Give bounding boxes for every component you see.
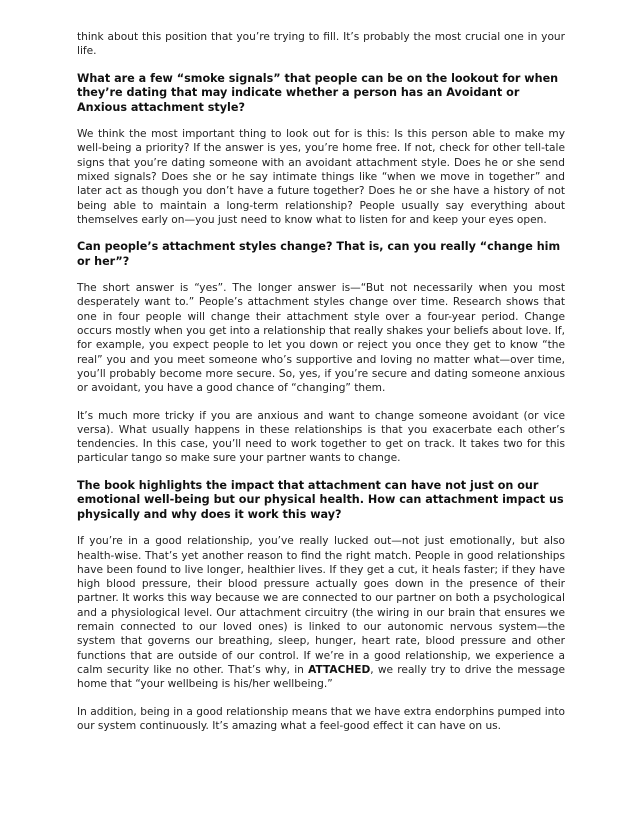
answer-physical-impact bbox=[77, 534, 565, 691]
question-smoke-signals: What are a few “smoke signals” that people can be on the lookout for when they’re dating that may indicate whether a person has an Avoidant or Anxious attachment style? bbox=[77, 71, 559, 114]
question-physical-impact: The book highlights the impact that attachment can have not just on our emotional well-being but our physical health. How can attachment impact us physically and why does it work this way? bbox=[77, 478, 564, 521]
paragraph-endorphins: In addition, being in a good relationship means that we have extra endorphins pumped into our system continuously. It’s amazing what a feel-good effect it can have on us. bbox=[77, 705, 565, 732]
document-page bbox=[77, 30, 565, 746]
answer-smoke-signals: We think the most important thing to look out for is this: Is this person able to make my well-being a priority? If the answer is yes, you’re home free. If not, check for other tell-tale signs that you’re dating someone with an avoidant attachment style. Does he or she send mixed signals? Does she or he say intimate things like “when we move in together” and later act as though you don’t have a future together? Does he or she have a history of not being able to maintain a long-term relationship? People usually say everything about themselves early on—you just need to know what to listen for and keep your eyes open. bbox=[77, 128, 565, 226]
answer-physical-impact-text: If you’re in a good relationship, you’ve really lucked out—not just emotionally, but also health-wise. That’s yet another reason to find the right match. People in good relationships have been found to live longer, healthier lives. If they get a cut, it heals faster; if they have high blood pressure, their blood pressure actually goes down in the presence of their partner. It works this way because we are connected to our partner on both a psychological and a physiological level. Our attachment circuitry (the wiring in our brain that ensures we remain connected to our loved ones) is linked to our autonomic nervous system—the system that governs our breathing, sleep, hunger, heart rate, blood pressure and other functions that are outside of our control. If we’re in a good relationship, we experience a calm security like no other. That’s why, in bbox=[77, 535, 565, 676]
paragraph-tricky: It’s much more tricky if you are anxious and want to change someone avoidant (or vice versa). What usually happens in these relationships is that you exacerbate each other’s tendencies. In this case, you’ll need to work together to get on track. It takes two for this particular tango so make sure your partner wants to change. bbox=[77, 409, 565, 465]
answer-physical-impact-tail: , we really try to drive the message home that “your wellbeing is his/her wellbeing.” bbox=[77, 663, 565, 691]
paragraph-intro-continuation: think about this position that you’re trying to fill. It’s probably the most crucial one in your life. bbox=[77, 31, 565, 58]
answer-styles-change: The short answer is “yes”. The longer answer is—“But not necessarily when you most desperately want to.” People’s attachment styles change over time. Research shows that one in four people will change their attachment style over a four-year period. Change occurs mostly when you get into a relationship that really shakes your beliefs about love. If, for example, you expect people to let you down or reject you once they get to know “the real” you and you meet someone who’s supportive and loving no matter what—over time, you’ll probably become more secure. So, yes, if you’re secure and dating someone anxious or avoidant, you have a good chance of “changing” them. bbox=[77, 282, 565, 395]
question-styles-change: Can people’s attachment styles change? That is, can you really “change him or her”? bbox=[77, 240, 561, 268]
book-title-attached: ATTACHED bbox=[308, 663, 371, 676]
